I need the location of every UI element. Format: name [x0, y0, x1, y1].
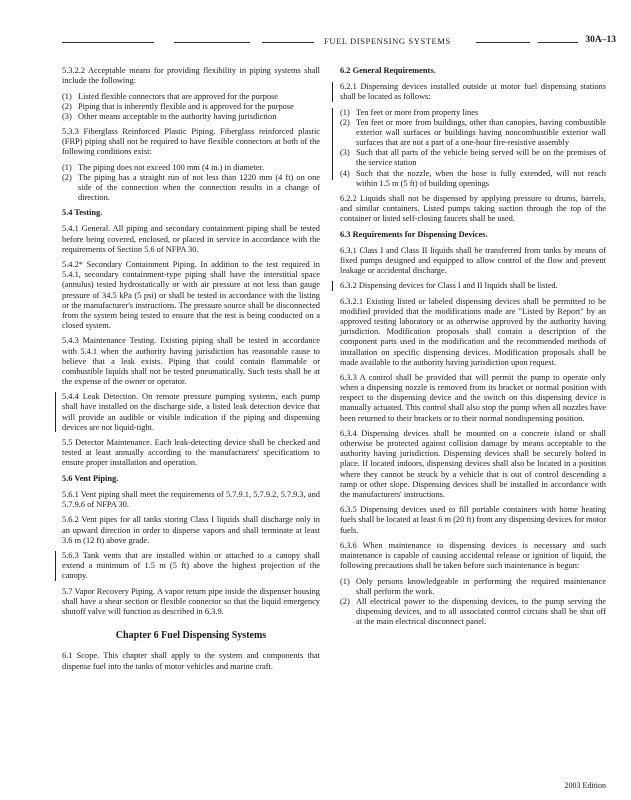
list-item: (2) Ten feet or more from buildings, other than canopies, having combustible exterior wall surfaces or buildings having noncombustible exterior wall surfaces that are not a part of a one-hour fire-resistive assembly — [340, 117, 606, 148]
revision-bar — [55, 392, 56, 432]
paragraph-6-3-2: 6.3.2 Dispensing devices for Class I and II liquids shall be listed. — [340, 281, 606, 291]
header-rule — [62, 42, 154, 43]
list-item: (1) Ten feet or more from property lines — [340, 107, 479, 117]
page-header — [62, 36, 616, 50]
header-rule — [476, 42, 530, 43]
edition-footer: 2003 Edition — [564, 781, 606, 790]
paragraph-5-6-3: 5.6.3 Tank vents that are installed within or attached to a canopy shall extend a minimum of 1.5 m (5 ft) above the highest projection of the canopy. — [62, 551, 320, 581]
section-heading-dispensing-devices: 6.3 Requirements for Dispensing Devices. — [340, 229, 488, 239]
paragraph-5-5: 5.5 Detector Maintenance. Each leak-detecting device shall be checked and tested at least annually according to the manufacturers' specifications to ensure proper installation and operation. — [62, 438, 320, 468]
paragraph-6-2-2: 6.2.2 Liquids shall not be dispensed by applying pressure to drums, barrels, and similar containers. Listed pumps taking suction through the top of the container or listed self-closing faucets shall be used. — [340, 193, 606, 224]
paragraph-6-3-3: 6.3.3 A control shall be provided that will permit the pump to operate only when a dispensing nozzle is removed from its bracket or normal position with respect to the dispensing device and the switch on this dispensing device is manually actuated. This control shall also stop the pump when all nozzles have been returned to their brackets or to their normal nondispensing position. — [340, 373, 606, 423]
paragraph-5-7: 5.7 Vapor Recovery Piping. A vapor return pipe inside the dispenser housing shall have a shear section or flexible connector so that the liquid emergency shutoff valve will function as described in 6.3.9. — [62, 586, 320, 617]
section-heading-vent-piping: 5.6 Vent Piping. — [62, 473, 119, 483]
paragraph-5-6-2: 5.6.2 Vent pipes for all tanks storing Class I liquids shall discharge only in an upward direction in order to disperse vapors and shall terminate at least 3.6 m (12 ft) above grade. — [62, 515, 320, 545]
list-item: (1) The piping does not exceed 100 mm (4 in.) in diameter. — [62, 162, 265, 172]
chapter-title: Chapter 6 Fuel Dispensing Systems — [115, 630, 267, 642]
section-heading-testing: 5.4 Testing. — [62, 208, 103, 218]
header-rule — [174, 42, 250, 43]
list-item: (3) Such that all parts of the vehicle being served will be on the premises of the service station — [340, 148, 606, 168]
right-column — [340, 66, 606, 632]
revision-bar — [332, 281, 333, 291]
revision-bar — [332, 108, 333, 180]
list-item: (1) Listed flexible connectors that are approved for the purpose — [62, 91, 278, 101]
revision-bar — [55, 551, 56, 581]
paragraph-5-4-2: 5.4.2* Secondary Containment Piping. In addition to the test required in 5.4.1, secondary containment-type piping shall have the interstitial space (annulus) tested hydrostatically or with air pressure at not less than gauge pressure of 34.5 kPa (5 psi) or shall be tested in accordance with the listing or the manufacturer's instructions. The pressure source shall be disconnected from the system being tested to ensure that the test is being conducted on a closed system. — [62, 260, 320, 330]
paragraph-6-1: 6.1 Scope. This chapter shall apply to the system and components that dispense fuel into the tanks of motor vehicles and marine craft. — [62, 651, 320, 671]
paragraph-6-2-1: 6.2.1 Dispensing devices installed outside at motor fuel dispensing stations shall be located as follows: — [340, 82, 606, 102]
revision-bar — [332, 82, 333, 102]
dispenser-location-list — [340, 108, 606, 189]
paragraph-5-3-3: 5.3.3 Fiberglass Reinforced Plastic Piping. Fiberglass reinforced plastic (FRP) piping shall not be required to have flexible connectors at both of the following conditions exist: — [62, 126, 320, 157]
paragraph-5-4-4: 5.4.4 Leak Detection. On remote pressure pumping systems, each pump shall have installed on the discharge side, a listed leak detection device that will provide an audible or visible indication if the piping and dispensing devices are not liquid-tight. — [62, 392, 320, 433]
list-item: (2) The piping has a straight run of not less than 1220 mm (4 ft) on one side of the connection when the connection results in a change of direction. — [62, 172, 320, 203]
frp-conditions-list — [62, 163, 320, 204]
paragraph-6-3-4: 6.3.4 Dispensing devices shall be mounted on a concrete island or shall otherwise be protected against collision damage by means acceptable to the authority having jurisdiction. Dispensing devices shall be securely bolted in place. If located indoors, dispensing devices shall also be located in a position where they cannot be struck by a vehicle that is out of control descending a ramp or other slope. Dispensing devices shall be installed in accordance with the manufacturers' instructions. — [340, 428, 606, 499]
section-heading-general-requirements: 6.2 General Requirements. — [340, 66, 436, 75]
paragraph-6-3-6: 6.3.6 When maintenance to dispensing devices is necessary and such maintenance is capable of causing accidental release or ignition of liquid, the following precautions shall be taken before such maintenance is begun: — [340, 540, 606, 571]
list-item: (2) Piping that is inherently flexible and is approved for the purpose — [62, 101, 294, 111]
header-rule — [262, 42, 314, 43]
list-item: (4) Such that the nozzle, when the hose is fully extended, will not reach within 1.5 m (5 ft) of building openings — [340, 168, 606, 188]
left-column — [62, 66, 320, 677]
header-rule — [538, 42, 578, 43]
maintenance-precautions-list — [340, 577, 606, 628]
paragraph-6-3-2-1: 6.3.2.1 Existing listed or labeled dispensing devices shall be permitted to be modified provided that the modifications made are "Listed by Report" by an approved testing laboratory or as otherwise approved by the authority having jurisdiction. Modification proposals shall contain a description of the component parts used in the modification and the recommended methods of installation on specific dispensing devices. Modification proposals shall be made available to the authority having jurisdiction upon request. — [340, 296, 606, 367]
paragraph-5-4-1: 5.4.1 General. All piping and secondary containment piping shall be tested before being covered, enclosed, or placed in service in accordance with the requirements of Section 5.6 of NFPA 30. — [62, 224, 320, 254]
page-number: 30A–13 — [585, 35, 616, 45]
header-title: FUEL DISPENSING SYSTEMS — [324, 36, 451, 46]
list-item: (2) All electrical power to the dispensing devices, to the pump serving the dispensing devices, and to all associated control circuits shall be shut off at the main electrical disconnect panel. — [340, 596, 606, 627]
paragraph-6-3-1: 6.3.1 Class I and Class II liquids shall be transferred from tanks by means of fixed pumps designed and equipped to allow control of the flow and prevent leakage or accidental discharge. — [340, 245, 606, 276]
flexibility-list — [62, 92, 320, 122]
paragraph-5-3-2-2: 5.3.2.2 Acceptable means for providing flexibility in piping systems shall include the following: — [62, 66, 320, 86]
paragraph-5-4-3: 5.4.3 Maintenance Testing. Existing piping shall be tested in accordance with 5.4.1 when the authority having jurisdiction has reasonable cause to believe that a leak exists. Piping that could contain flammable or combustible liquids shall not be tested pneumatically. Such tests shall be at the expense of the owner or operator. — [62, 336, 320, 386]
list-item: (3) Other means acceptable to the authority having jurisdiction — [62, 111, 277, 121]
list-item: (1) Only persons knowledgeable in performing the required maintenance shall perform the work. — [340, 576, 606, 596]
paragraph-5-6-1: 5.6.1 Vent piping shall meet the requirements of 5.7.9.1, 5.7.9.2, 5.7.9.3, and 5.7.9.6 of NFPA 30. — [62, 489, 320, 510]
paragraph-6-3-5: 6.3.5 Dispensing devices used to fill portable containers with home heating fuels shall be located at least 6 m (20 ft) from any dispensing devices for motor fuels. — [340, 505, 606, 535]
